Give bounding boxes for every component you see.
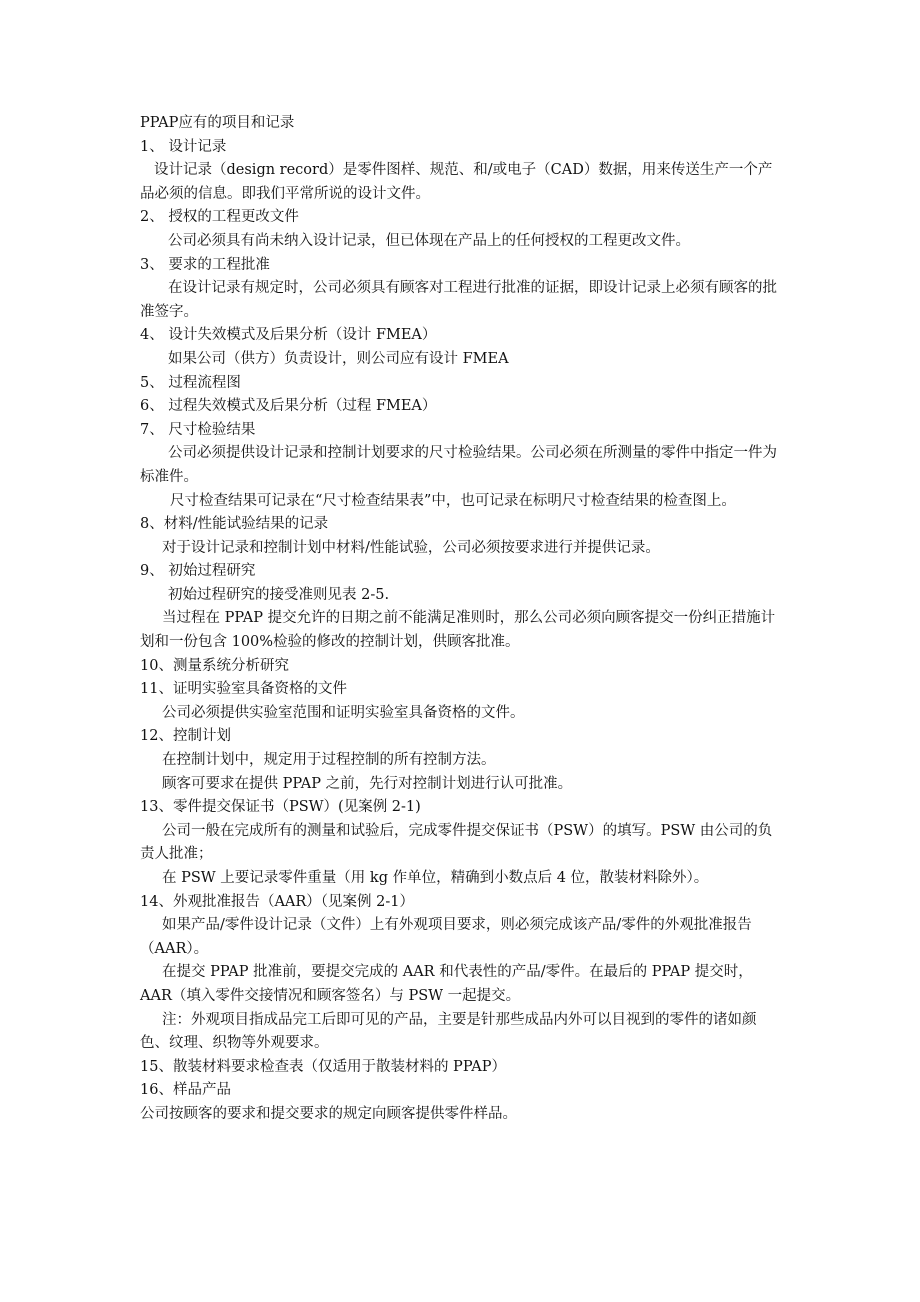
section-14-note: 注：外观项目指成品完工后即可见的产品，主要是针那些成品内外可以目视到的零件的诸如颜色、纹理、织物等外观要求。 [140, 1011, 757, 1052]
section-2-paragraph: 公司必须具有尚未纳入设计记录，但已体现在产品上的任何授权的工程更改文件。 [168, 232, 690, 249]
section-4-paragraph: 如果公司（供方）负责设计，则公司应有设计 FMEA [168, 350, 509, 367]
section-heading-5: 5、 过程流程图 [140, 374, 241, 391]
section-heading-9: 9、 初始过程研究 [140, 563, 256, 580]
section-heading-15: 15、散装材料要求检查表（仅适用于散装材料的 PPAP） [140, 1058, 506, 1075]
document-title: PPAP应有的项目和记录 [140, 115, 295, 131]
section-3-paragraph: 在设计记录有规定时，公司必须具有顾客对工程进行批准的证据，即设计记录上必须有顾客的批准签字。 [140, 280, 777, 320]
section-heading-4: 4、 设计失效模式及后果分析（设计 FMEA） [140, 327, 437, 344]
section-14-paragraph-2: 在提交 PPAP 批准前，要提交完成的 AAR 和代表性的产品/零件。在最后的 PPAP 提交时，AAR（填入零件交接情况和顾客签名）与 PSW 一起提交。 [140, 964, 753, 1004]
section-1-paragraph: 设计记录（design record）是零件图样、规范、和/或电子（CAD）数据，用来传送生产一个产品必须的信息。即我们平常所说的设计文件。 [140, 162, 773, 202]
section-7-paragraph-1: 公司必须提供设计记录和控制计划要求的尺寸检验结果。公司必须在所测量的零件中指定一件为标准件。 [140, 445, 777, 485]
section-heading-14: 14、外观批准报告（AAR）（见案例 2-1） [140, 893, 415, 910]
section-heading-6: 6、 过程失效模式及后果分析（过程 FMEA） [140, 398, 437, 415]
section-8-paragraph: 对于设计记录和控制计划中材料/性能试验，公司必须按要求进行并提供记录。 [162, 539, 660, 556]
section-9-paragraph-1: 初始过程研究的接受准则见表 2-5. [168, 586, 390, 603]
section-9-paragraph-2: 当过程在 PPAP 提交允许的日期之前不能满足准则时，那么公司必须向顾客提交一份纠正措施计划和一份包含 100%检验的修改的控制计划，供顾客批准。 [140, 610, 776, 651]
section-16-paragraph: 公司按顾客的要求和提交要求的规定向顾客提供零件样品。 [140, 1105, 517, 1122]
section-heading-12: 12、控制计划 [140, 728, 231, 745]
section-11-paragraph: 公司必须提供实验室范围和证明实验室具备资格的文件。 [162, 704, 525, 721]
section-heading-16: 16、样品产品 [140, 1082, 231, 1099]
section-heading-13: 13、零件提交保证书（PSW）(见案例 2-1) [140, 799, 421, 816]
section-13-paragraph-2: 在 PSW 上要记录零件重量（用 kg 作单位，精确到小数点后 4 位，散装材料除外）。 [162, 870, 709, 886]
section-12-paragraph-2: 顾客可要求在提供 PPAP 之前，先行对控制计划进行认可批准。 [162, 775, 573, 792]
section-heading-11: 11、证明实验室具备资格的文件 [140, 681, 347, 698]
section-heading-1: 1、 设计记录 [140, 138, 227, 155]
section-7-paragraph-2: 尺寸检查结果可记录在“尺寸检查结果表”中，也可记录在标明尺寸检查结果的检查图上。 [170, 492, 736, 509]
section-heading-7: 7、 尺寸检验结果 [140, 421, 256, 438]
section-heading-3: 3、 要求的工程批准 [140, 256, 270, 273]
section-heading-8: 8、材料/性能试验结果的记录 [140, 516, 329, 533]
section-14-paragraph-1: 如果产品/零件设计记录（文件）上有外观项目要求，则必须完成该产品/零件的外观批准报告（AAR）。 [140, 917, 752, 957]
document-body [140, 112, 784, 1127]
section-heading-10: 10、测量系统分析研究 [140, 657, 289, 674]
section-heading-2: 2、 授权的工程更改文件 [140, 209, 299, 226]
section-12-paragraph-1: 在控制计划中，规定用于过程控制的所有控制方法。 [162, 752, 496, 769]
section-13-paragraph-1: 公司一般在完成所有的测量和试验后，完成零件提交保证书（PSW）的填写。PSW 由公司的负责人批准； [140, 822, 773, 863]
